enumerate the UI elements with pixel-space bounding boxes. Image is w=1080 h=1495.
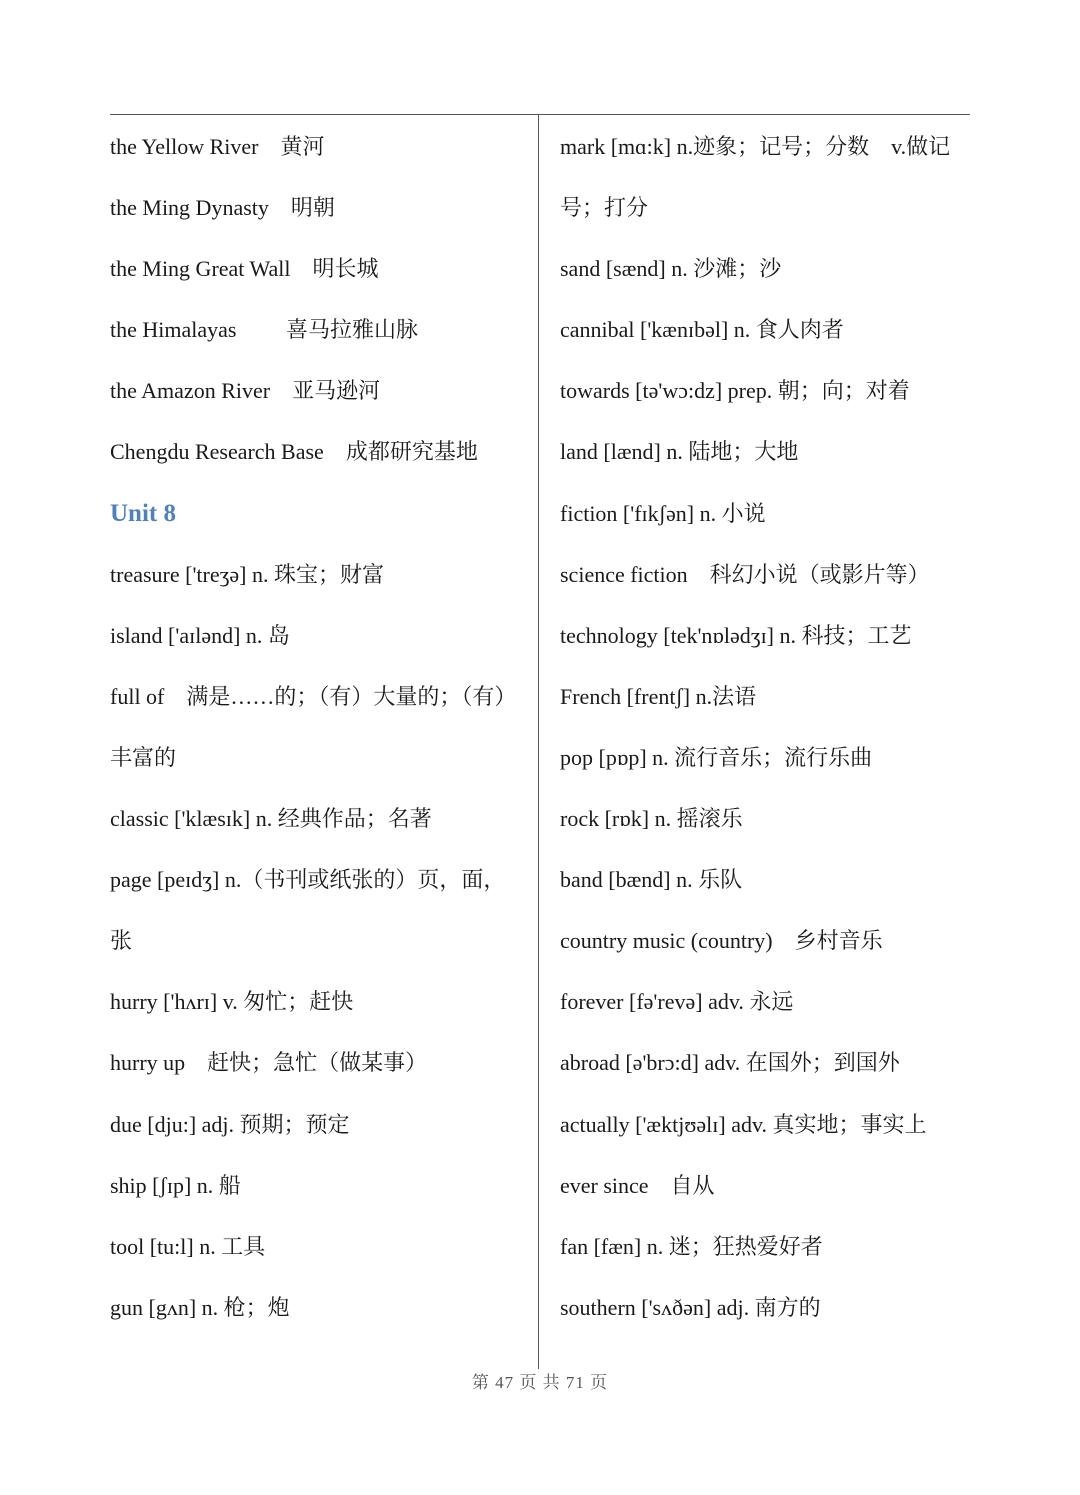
vocab-line: full of 满是……的；（有）大量的；（有）	[110, 683, 517, 709]
vocab-line: technology [tek'nɒlədʒɪ] n. 科技；工艺	[560, 622, 912, 648]
unit-heading: Unit 8	[110, 499, 176, 527]
vocab-line: country music (country) 乡村音乐	[560, 928, 883, 954]
vocab-line: sand [sænd] n. 沙滩；沙	[560, 256, 782, 282]
page-footer: 第 47 页 共 71 页	[471, 1373, 609, 1392]
vocab-line: fan [fæn] n. 迷；狂热爱好者	[560, 1233, 823, 1259]
vocab-line: ever since 自从	[560, 1172, 715, 1198]
vocab-line: fiction ['fɪkʃən] n. 小说	[560, 500, 766, 526]
vocab-line: French [frentʃ] n.法语	[560, 683, 757, 709]
vocab-line: tool [tu:l] n. 工具	[110, 1233, 266, 1259]
vocab-line: rock [rɒk] n. 摇滚乐	[560, 806, 743, 832]
vocab-line: gun [gʌn] n. 枪；炮	[110, 1294, 290, 1320]
vocab-line: science fiction 科幻小说（或影片等）	[560, 561, 930, 587]
vocab-line: page [peɪdʒ] n.（书刊或纸张的）页，面，	[110, 867, 506, 893]
vocab-line: ship [ʃɪp] n. 船	[110, 1172, 241, 1198]
vocab-line: band [bænd] n. 乐队	[560, 867, 743, 893]
vocab-line: pop [pɒp] n. 流行音乐；流行乐曲	[560, 744, 873, 770]
top-rule	[110, 114, 970, 115]
right-column	[560, 116, 972, 1338]
vocab-line-continuation: 张	[110, 928, 133, 954]
vocab-line-continuation: 丰富的	[110, 744, 177, 770]
vocab-line: classic ['klæsɪk] n. 经典作品；名著	[110, 806, 432, 832]
vocab-line-continuation: 号；打分	[560, 195, 649, 221]
vocab-line: forever [fə'revə] adv. 永远	[560, 989, 794, 1015]
vocab-line: due [dju:] adj. 预期；预定	[110, 1111, 350, 1137]
vocab-line: the Amazon River 亚马逊河	[110, 378, 381, 404]
left-column	[110, 116, 528, 1338]
vocab-line: the Ming Great Wall 明长城	[110, 256, 379, 282]
vocab-line: the Ming Dynasty 明朝	[110, 195, 335, 221]
vocab-line: the Himalayas 喜马拉雅山脉	[110, 317, 418, 343]
vocab-line: cannibal ['kænɪbəl] n. 食人肉者	[560, 317, 844, 343]
vocab-line: abroad [ə'brɔ:d] adv. 在国外；到国外	[560, 1050, 900, 1076]
vocab-line: treasure ['treʒə] n. 珠宝；财富	[110, 561, 384, 587]
vocab-line: mark [mɑ:k] n.迹象；记号；分数 v.做记	[560, 134, 951, 159]
vocab-line: hurry ['hʌrɪ] v. 匆忙；赶快	[110, 989, 354, 1015]
vocab-line: land [lænd] n. 陆地；大地	[560, 439, 799, 465]
column-divider	[538, 114, 539, 1369]
vocab-line: island ['aɪlənd] n. 岛	[110, 622, 290, 648]
vocab-line: the Yellow River 黄河	[110, 134, 325, 159]
vocab-line: southern ['sʌðən] adj. 南方的	[560, 1294, 821, 1320]
vocab-line: towards [tə'wɔ:dz] prep. 朝；向；对着	[560, 378, 910, 404]
vocab-line: actually ['æktjʊəlɪ] adv. 真实地；事实上	[560, 1111, 927, 1137]
vocab-line: Chengdu Research Base 成都研究基地	[110, 439, 478, 465]
vocab-line: hurry up 赶快；急忙（做某事）	[110, 1050, 428, 1076]
